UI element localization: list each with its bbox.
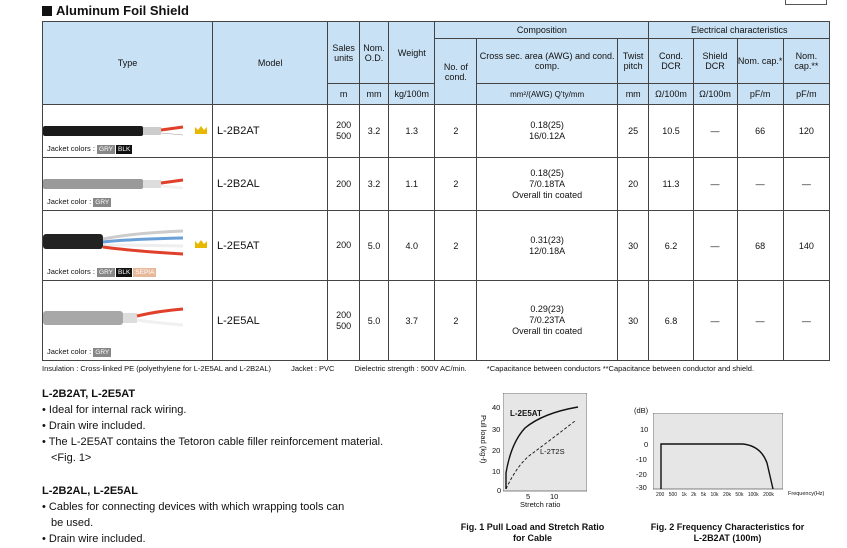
area-cell: 0.18(25) 16/0.12A [477,105,618,158]
header-nom-cap1: Nom. cap.* [737,39,783,84]
desc2-item: • Cables for connecting devices with which wrapping tools can [42,501,345,513]
unit-mm: mm [359,84,388,105]
jacket-label: Jacket colors : [47,267,95,276]
sdcr-cell: — [693,211,737,281]
desc1-ref: <Fig. 1> [51,452,92,464]
fig1-ylabel: Pull load (kg-f) [479,415,488,464]
od-cell: 5.0 [359,281,388,361]
sales-cell: 200 500 [328,281,359,361]
section-title [42,3,189,18]
fig2-xtick: 100k [747,492,759,498]
fig2-ylabel: (dB) [634,406,649,415]
color-chip: GRY [95,349,110,356]
jacket-colors [47,144,133,154]
cdcr-cell: 6.8 [649,281,693,361]
fig2-xtick: 200 [656,492,665,498]
cable-type-cell [43,158,213,211]
note-jacket: Jacket : PVC [291,364,335,373]
twist-cell: 30 [617,211,649,281]
desc1-heading: L-2B2AT, L-2E5AT [42,388,136,400]
fig1-label-a: L-2E5AT [510,409,542,418]
note-dielectric: Dielectric strength : 500V AC/min. [354,364,467,373]
fig2-xtick: 200k [763,492,774,498]
table-row [43,211,830,281]
fig2-xtick: 10k [710,492,719,498]
weight-cell: 3.7 [389,281,435,361]
figure-2 [630,403,830,513]
page-corner-tab [785,0,827,5]
desc1-item: • Drain wire included. [42,420,146,432]
fig2-ytick: 10 [640,425,649,434]
square-bullet-icon [42,6,52,16]
model-cell: L-2B2AL [212,158,327,211]
cap1-cell: 68 [737,211,783,281]
fig2-xtick: 2k [691,492,697,498]
fig2-ytick: -20 [636,470,647,479]
fig1-ytick: 20 [492,446,501,455]
unit-kg: kg/100m [389,84,435,105]
cable-image [43,117,193,147]
unit-sdcr: Ω/100m [693,84,737,105]
header-shield-dcr: Shield DCR [693,39,737,84]
header-cond-dcr: Cond. DCR [649,39,693,84]
fig1-plot [503,393,587,493]
table-row [43,158,830,211]
weight-cell: 4.0 [389,211,435,281]
description-1 [42,386,442,466]
fig1-ytick: 30 [492,425,501,434]
desc2-heading: L-2B2AL, L-2E5AL [42,485,138,497]
spec-table [42,21,830,361]
color-chip: GRY [99,146,113,153]
sales-cell: 200 500 [328,105,359,158]
note-capacitance: *Capacitance between conductors **Capacitance between conductor and shield. [486,364,755,373]
sdcr-cell: — [693,158,737,211]
header-cross-sec: Cross sec. area (AWG) and cond. comp. [477,39,618,84]
fig2-xtick: 500 [668,492,678,498]
fig1-ytick: 40 [492,403,501,412]
section-title-text: Aluminum Foil Shield [56,3,189,18]
fig1-xlabel: Stretch ratio [520,500,561,509]
weight-cell: 1.3 [389,105,435,158]
cable-type-cell [43,281,213,361]
unit-m: m [328,84,359,105]
fig1-caption-line: Fig. 1 Pull Load and Stretch Ratio [460,522,605,532]
cdcr-cell: 10.5 [649,105,693,158]
crown-icon [194,125,208,135]
color-chip: BLK [118,269,131,276]
sdcr-cell: — [693,105,737,158]
twist-cell: 30 [617,281,649,361]
fig1-ytick: 10 [492,467,501,476]
jacket-colors [47,347,112,357]
fig2-ytick: -30 [636,483,647,492]
cap2-cell: 140 [783,211,829,281]
fig1-xtick: 5 [526,492,531,501]
od-cell: 3.2 [359,158,388,211]
cap2-cell: — [783,281,829,361]
fig2-caption [630,522,825,544]
area-cell: 0.29(23) 7/0.23TA Overall tin coated [477,281,618,361]
sdcr-cell: — [693,281,737,361]
fig2-xtick: 20k [722,492,731,498]
cdcr-cell: 11.3 [649,158,693,211]
header-model: Model [212,22,327,105]
model-cell: L-2E5AT [212,211,327,281]
crown-icon [194,239,208,249]
jacket-colors [47,197,112,207]
fig1-caption [440,522,625,544]
header-weight: Weight [389,22,435,84]
header-composition: Composition [435,22,649,39]
fig2-xtick: 50k [735,492,744,498]
fig1-ytick: 0 [497,486,502,495]
unit-cap1: pF/m [737,84,783,105]
area-cell: 0.18(25) 7/0.18TA Overall tin coated [477,158,618,211]
jacket-label: Jacket color : [47,197,92,206]
cap2-cell: — [783,158,829,211]
unit-twist: mm [617,84,649,105]
header-no-cond: No. of cond. [435,39,477,105]
fig2-caption-line: L-2B2AT (100m) [693,533,762,543]
header-twist: Twist pitch [617,39,649,84]
cap2-cell: 120 [783,105,829,158]
desc2-item: • Drain wire included. [42,533,146,545]
color-chip: BLK [118,146,131,153]
cable-image [43,303,193,333]
cond-cell: 2 [435,281,477,361]
unit-cap2: pF/m [783,84,829,105]
desc2-item: be used. [51,517,94,529]
cdcr-cell: 6.2 [649,211,693,281]
cond-cell: 2 [435,158,477,211]
cable-type-cell [43,211,213,281]
cap1-cell: — [737,281,783,361]
cable-image [43,227,193,257]
twist-cell: 20 [617,158,649,211]
jacket-label: Jacket colors : [47,144,95,153]
model-cell: L-2E5AL [212,281,327,361]
note-insulation: Insulation : Cross-linked PE (polyethylene for L-2E5AL and L-2B2AL) [42,364,272,373]
table-row [43,281,830,361]
cap1-cell: 66 [737,105,783,158]
weight-cell: 1.1 [389,158,435,211]
cap1-cell: — [737,158,783,211]
header-sales: Sales units [328,22,359,84]
fig2-xlabel: Frequency(Hz) [788,491,825,497]
fig1-xtick: 10 [550,492,559,501]
cable-type-cell [43,105,213,158]
fig1-caption-line: for Cable [512,533,552,543]
fig2-ytick: 0 [644,440,649,449]
jacket-colors [47,267,157,277]
fig2-ytick: -10 [636,455,647,464]
desc1-item: • The L-2E5AT contains the Tetoron cable filler reinforcement material. [42,436,384,448]
description-2 [42,483,442,547]
unit-area: mm²/(AWG) Q'ty/mm [477,84,618,105]
unit-cdcr: Ω/100m [649,84,693,105]
figure-1 [470,385,605,515]
cond-cell: 2 [435,211,477,281]
od-cell: 3.2 [359,105,388,158]
twist-cell: 25 [617,105,649,158]
model-cell: L-2B2AT [212,105,327,158]
fig1-label-b: L-2T2S [540,447,565,456]
header-od: Nom. O.D. [359,22,388,84]
header-type: Type [43,22,213,105]
header-nom-cap2: Nom. cap.** [783,39,829,84]
sales-cell: 200 [328,158,359,211]
fig2-plot [653,413,783,491]
fig2-xtick: 5k [700,492,707,498]
fig2-xticks [656,492,774,498]
od-cell: 5.0 [359,211,388,281]
cable-image [43,170,193,200]
table-row [43,105,830,158]
fig2-xtick: 1k [681,492,687,498]
color-chip: GRY [95,199,110,206]
cond-cell: 2 [435,105,477,158]
header-electrical: Electrical characteristics [649,22,830,39]
color-chip: GRY [99,269,113,276]
color-chip: SEPIA [135,269,155,276]
table-notes [42,364,772,373]
area-cell: 0.31(23) 12/0.18A [477,211,618,281]
sales-cell: 200 [328,211,359,281]
desc1-item: • Ideal for internal rack wiring. [42,404,187,416]
jacket-label: Jacket color : [47,347,92,356]
fig2-caption-line: Fig. 2 Frequency Characteristics for [650,522,805,532]
